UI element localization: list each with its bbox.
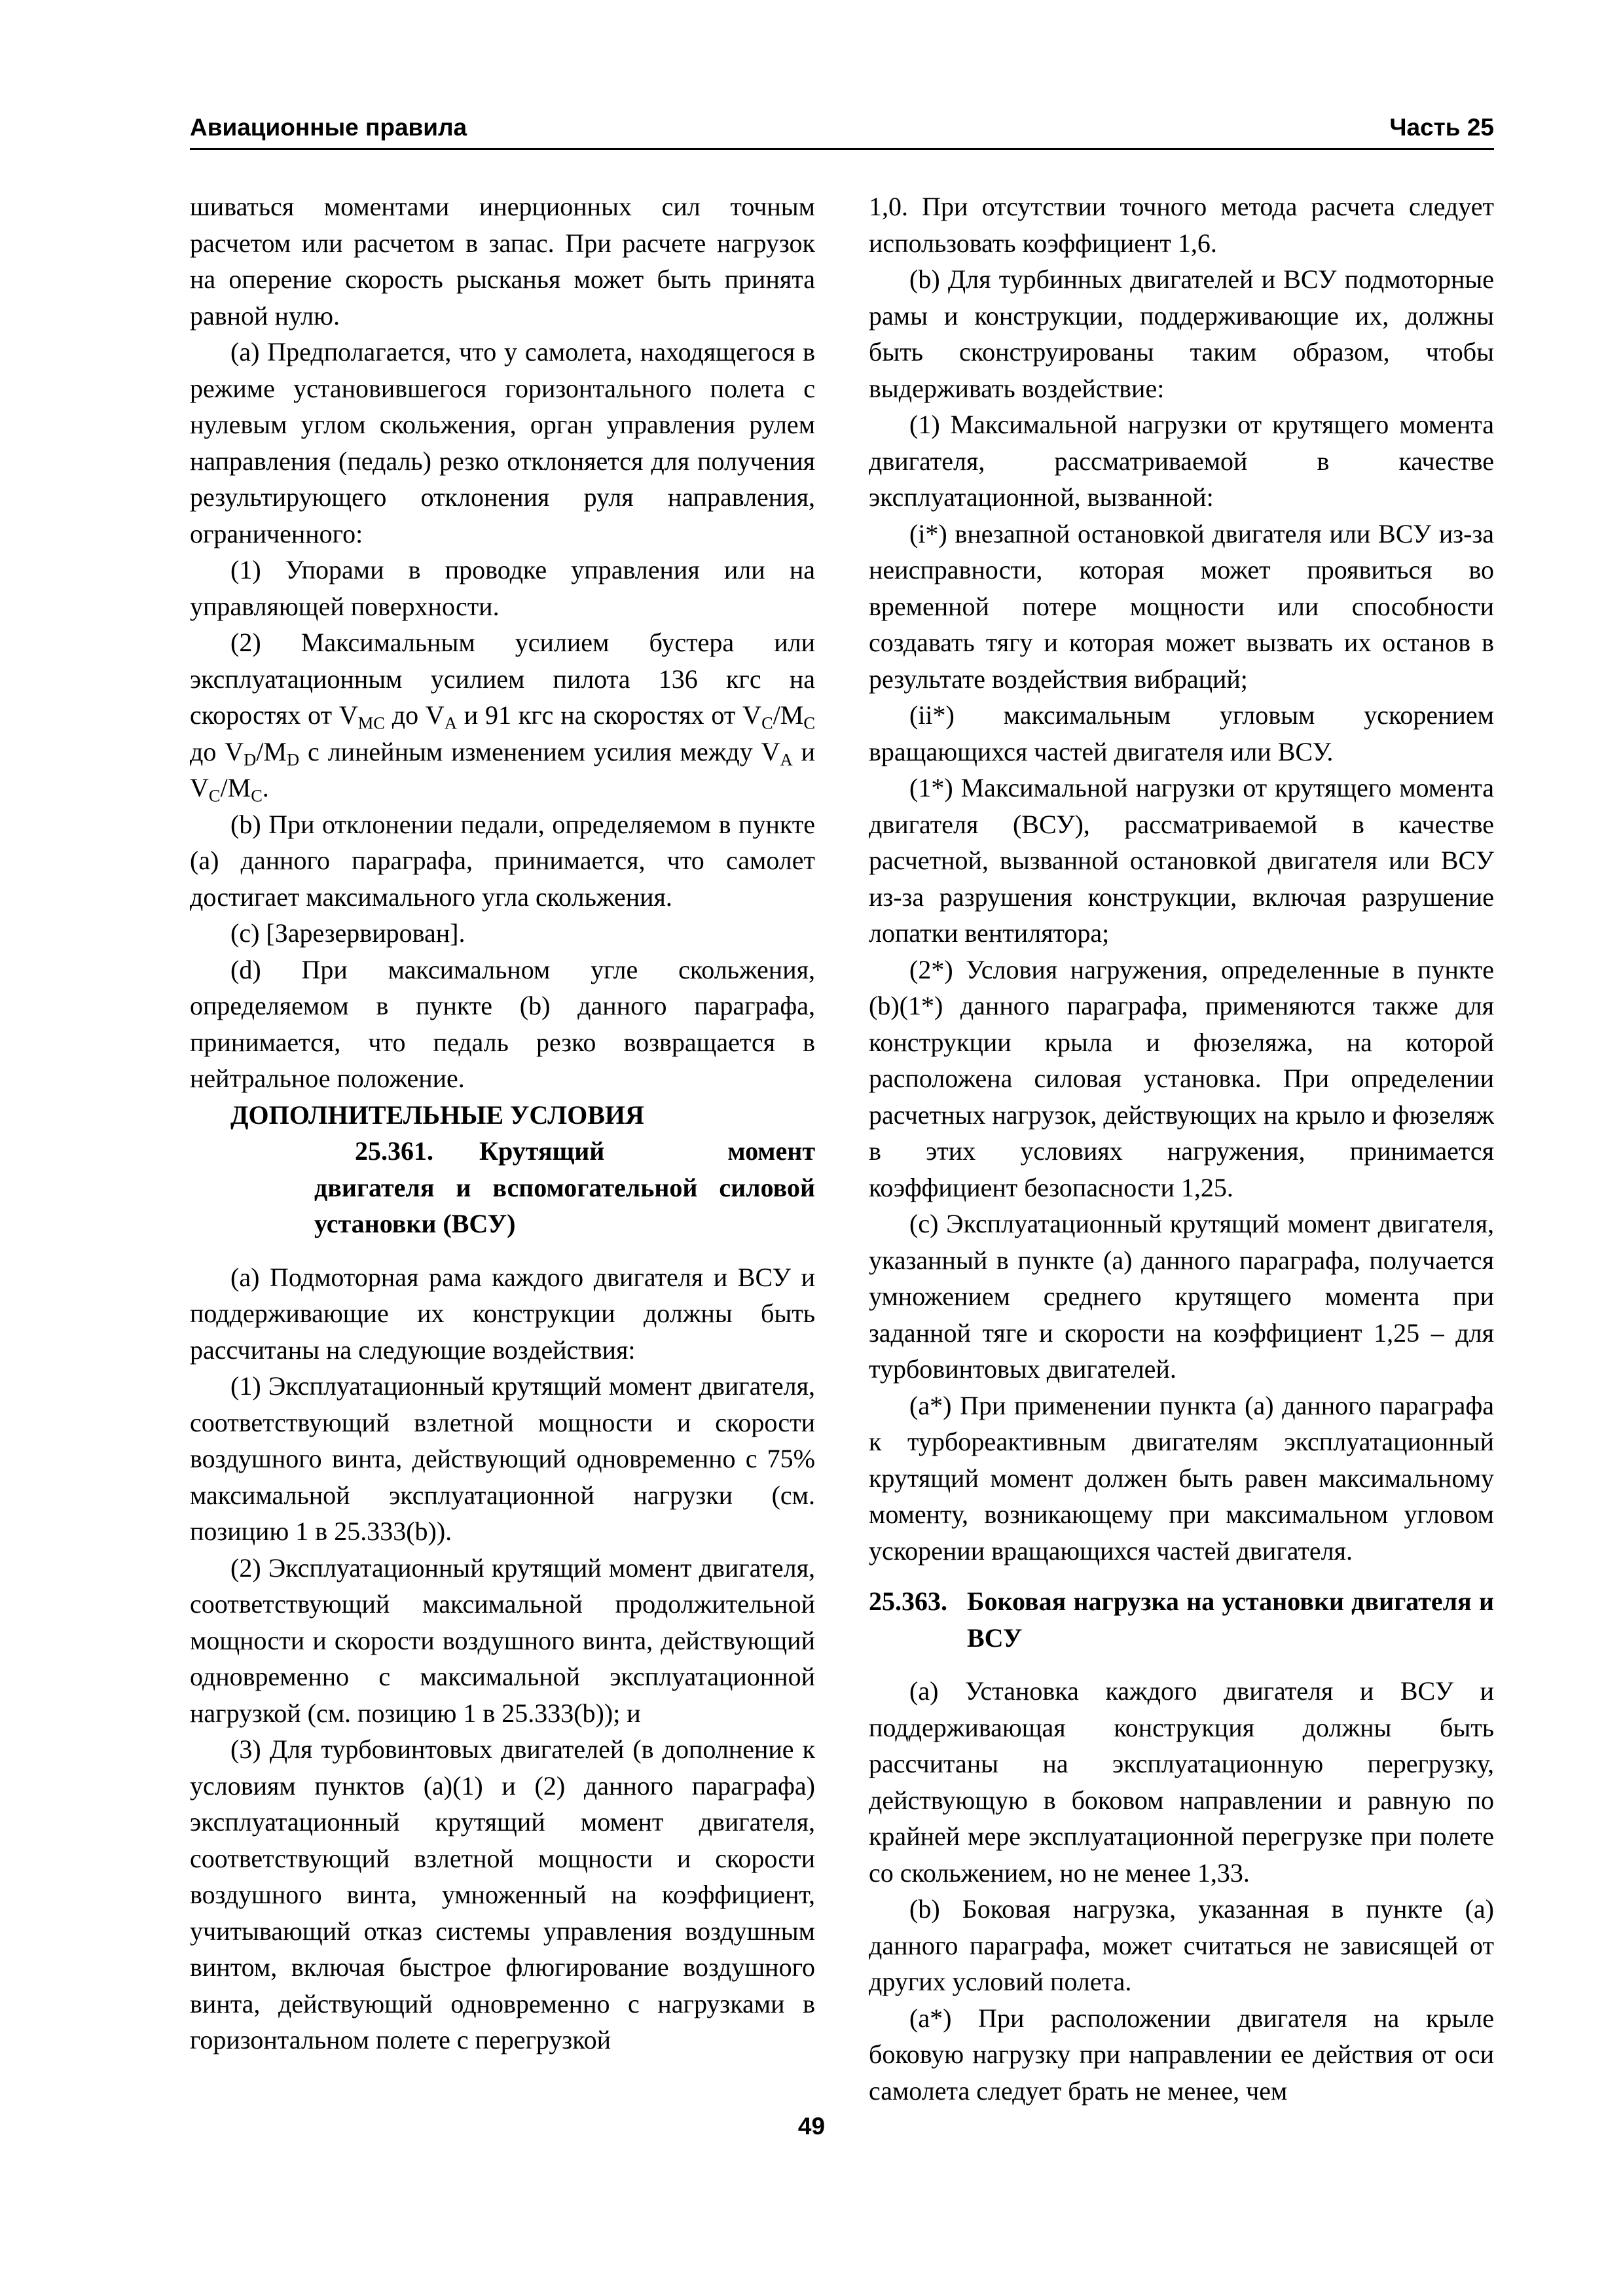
paragraph-heading-text: Крутящий момент двигателя и вспомогательной силовой установки (ВСУ) [314, 1136, 815, 1238]
paragraph: (a*) При расположении двигателя на крыле боковую нагрузку при направлении ее действия от оси самолета следует брать не менее, чем [869, 2003, 1494, 2106]
paragraph: (a) Подмоторная рама каждого двигателя и ВСУ и поддерживающие их конструкции должны быть рассчитаны на следующие воздействия: [190, 1262, 815, 1365]
paragraph: (1) Упорами в проводке управления или на управляющей поверхности. [190, 555, 815, 621]
header-part: Часть 25 [1389, 114, 1494, 141]
paragraph: (2*) Условия нагружения, определенные в пункте (b)(1*) данного параграфа, применяются также для конструкции крыла и фюзеляжа, на которой расположена силовая установка. При определении расчетных нагрузок, действующих на крыло и фюзеляж в этих условиях нагружения, принимается коэффициент безопасности 1,25. [869, 954, 1494, 1202]
paragraph: (2) Эксплуатационный крутящий момент двигателя, соответствующий максимальной продолжительной мощности и скорости воздушного винта, действующий одновременно с максимальной эксплуатационной нагрузкой (см. позицию 1 в 25.333(b)); и [190, 1552, 815, 1728]
paragraph-heading-25-363 [869, 1583, 1494, 1656]
paragraph: (a) Установка каждого двигателя и ВСУ и поддерживающая конструкция должны быть рассчитаны на эксплуатационную перегрузку, действующую в боковом направлении и равную по крайней мере эксплуатационной перегрузке при полете со скольжением, но не менее 1,33. [869, 1676, 1494, 1888]
paragraph-heading-25-361 [190, 1133, 815, 1242]
paragraph-number: 25.363. [869, 1587, 947, 1616]
paragraph-heading-text: Боковая нагрузка на установки двигателя и ВСУ [967, 1587, 1494, 1653]
paragraph: (3) Для турбовинтовых двигателей (в дополнение к условиям пунктов (a)(1) и (2) данного параграфа) эксплуатационный крутящий момент двигателя, соответствующий взлетной мощности и скорости воздушного винта, умноженный на коэффициент, учитывающий отказ системы управления воздушным винтом, включая быстрое флюгирование воздушного винта, действующий одновременно с нагрузками в горизонтальном полете с перегрузкой [190, 1734, 815, 2054]
paragraph-number: 25.361. [355, 1136, 433, 1166]
paragraph: (b) Для турбинных двигателей и ВСУ подмоторные рамы и конструкции, поддерживающие их, должны быть сконструированы таким образом, чтобы выдерживать воздействие: [869, 264, 1494, 403]
running-header [190, 113, 1494, 143]
page-number: 49 [797, 2113, 826, 2140]
paragraph: (a) Предполагается, что у самолета, находящегося в режиме установившегося горизонтального полета с нулевым углом скольжения, орган управления рулем направления (педаль) резко отклоняется для получения результирующего отклонения руля направления, ограниченного: [190, 337, 815, 548]
header-rule [190, 148, 1494, 150]
paragraph: (c) [Зарезервирован]. [230, 918, 465, 948]
left-column [190, 188, 815, 2058]
right-column [869, 188, 1494, 2109]
paragraph: (1) Максимальной нагрузки от крутящего момента двигателя, рассматриваемой в качестве эксплуатационной, вызванной: [869, 410, 1494, 512]
paragraph: (a*) При применении пункта (a) данного параграфа к турбореактивным двигателям эксплуатационный крутящий момент должен быть равен максимальному моменту, возникающему при максимальном угловом ускорении вращающихся частей двигателя. [869, 1390, 1494, 1566]
paragraph: (c) Эксплуатационный крутящий момент двигателя, указанный в пункте (a) данного параграфа, получается умножением среднего крутящего момента при заданной тяге и скорости на коэффициент 1,25 – для турбовинтовых двигателей. [869, 1209, 1494, 1384]
header-title: Авиационные правила [190, 114, 467, 141]
paragraph: 1,0. При отсутствии точного метода расчета следует использовать коэффициент 1,6. [869, 192, 1494, 258]
paragraph: (b) Боковая нагрузка, указанная в пункте (a) данного параграфа, может считаться не зависящей от других условий полета. [869, 1894, 1494, 1996]
paragraph: (1*) Максимальной нагрузки от крутящего момента двигателя (ВСУ), рассматриваемой в качестве расчетной, вызванной остановкой двигателя или ВСУ из-за разрушения конструкции, включая разрушение лопатки вентилятора; [869, 773, 1494, 948]
paragraph: (d) При максимальном угле скольжения, определяемом в пункте (b) данного параграфа, принимается, что педаль резко возвращается в нейтральное положение. [190, 954, 815, 1093]
section-title: ДОПОЛНИТЕЛЬНЫЕ УСЛОВИЯ [230, 1100, 644, 1130]
paragraph: (b) При отклонении педали, определяемом в пункте (a) данного параграфа, принимается, что самолет достигает максимального угла скольжения. [190, 809, 815, 912]
paragraph: шиваться моментами инерционных сил точным расчетом или расчетом в запас. При расчете нагрузок на оперение скорость рысканья может быть принята равной нулю. [190, 192, 815, 331]
paragraph-with-subscripts: (2) Максимальным усилием бустера или эксплуатационным усилием пилота 136 кгс на скоростях от $V_{MC}$ до $V_A$ и 91 кгс на скоростях от $V_C/M_C$ до $V_D/M_D$ с линейным изменением усилия между $V_A$ и $V_C/M_C$. [190, 628, 815, 806]
paragraph: (ii*) максимальным угловым ускорением вращающихся частей двигателя или ВСУ. [869, 700, 1494, 766]
paragraph: (1) Эксплуатационный крутящий момент двигателя, соответствующий взлетной мощности и скорости воздушного винта, действующий одновременно с 75% максимальной эксплуатационной нагрузки (см. позицию 1 в 25.333(b)). [190, 1371, 815, 1546]
paragraph: (i*) внезапной остановкой двигателя или ВСУ из-за неисправности, которая может проявиться во временной потере мощности или способности создавать тягу и которая может вызвать их останов в результате воздействия вибраций; [869, 518, 1494, 694]
